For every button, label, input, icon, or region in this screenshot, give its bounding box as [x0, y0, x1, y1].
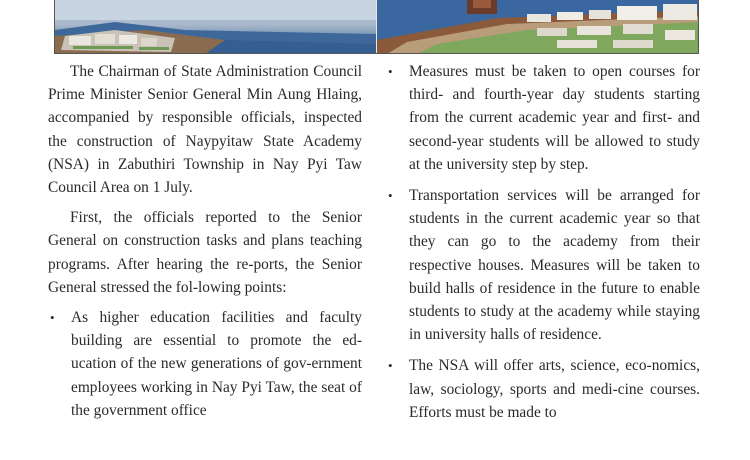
construction-model-photo-left: [55, 0, 376, 54]
left-text-column: [48, 60, 362, 430]
photo-strip: [54, 0, 699, 54]
bullet-text: As higher education facilities and faculty building are essential to promote the ed-ucation of the new generations of gov-ernment employees working in Nay Pyi Taw, the seat of the government office: [71, 309, 362, 419]
bullet-text: Measures must be taken to open courses for third- and fourth-year day students starting from the current academic year and first- and second-year students will be allowed to study at the university step by step.: [409, 63, 700, 173]
bullet-list: [48, 306, 362, 422]
bullet-item: [386, 354, 700, 424]
bullet-item: [386, 184, 700, 346]
article-paragraph: The Chairman of State Administration Council Prime Minister Senior General Min Aung Hlaing, accompanied by responsible officials, inspected the construction of Naypyitaw State Academy (NSA) in Zabuthiri Township in Nay Pyi Taw Council Area on 1 July.: [48, 63, 362, 197]
bullet-icon: •: [388, 188, 393, 204]
bullet-text: Transportation services will be arranged for students in the current academic year so that they can go to the academy from their respective houses. Measures will be taken to build halls of residence in the future to enable students to study at the academy while staying in university halls of residence.: [409, 187, 700, 344]
bullet-icon: •: [388, 64, 393, 79]
bullet-text: The NSA will offer arts, science, eco-nomics, law, sociology, sports and medi-cine courses. Efforts must be made to: [409, 357, 700, 421]
bullet-icon: •: [50, 310, 55, 326]
bullet-list: [386, 60, 700, 424]
construction-model-photo-right: [377, 0, 699, 54]
right-text-column: [386, 60, 700, 432]
bullet-icon: •: [388, 358, 393, 374]
bullet-item: [48, 306, 362, 422]
bullet-item: [386, 60, 700, 176]
article-paragraph: First, the officials reported to the Senior General on construction tasks and plans teaching programs. After hearing the re-ports, the Senior General stressed the fol-lowing points:: [48, 209, 362, 296]
